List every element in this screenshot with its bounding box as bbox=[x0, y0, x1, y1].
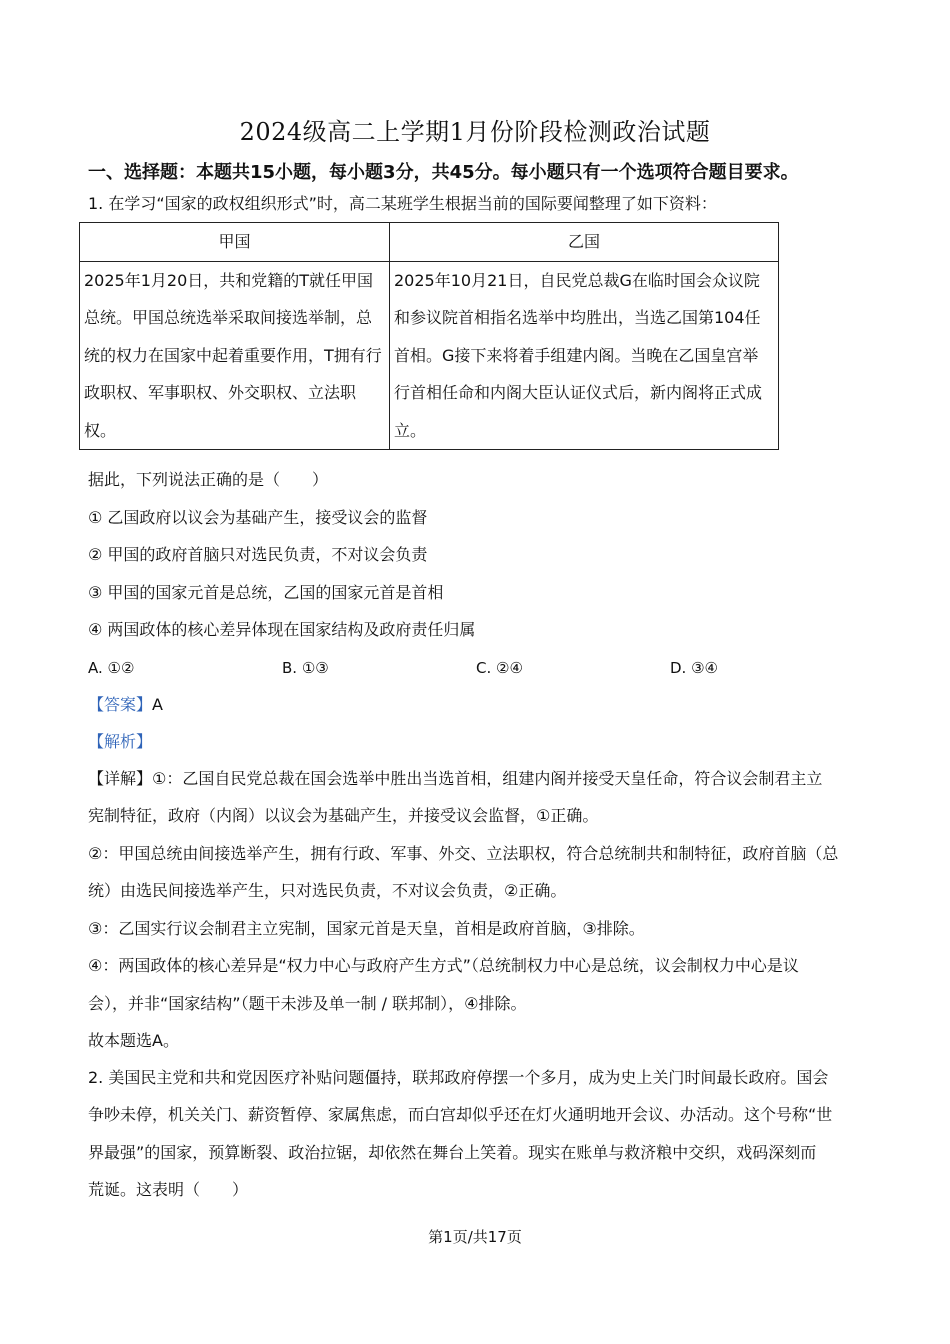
question-2-line: 2. 美国民主党和共和党因医疗补贴问题僵持，联邦政府停摆一个多月，成为史上关门时间最长政府。国会 bbox=[88, 1068, 829, 1087]
section-heading: 一、选择题：本题共15小题，每小题3分，共45分。每小题只有一个选项符合题目要求。 bbox=[88, 162, 799, 183]
table-header-country-b: 乙国 bbox=[390, 223, 779, 262]
question-2-line: 界最强”的国家，预算断裂、政治拉锯，却依然在舞台上笑着。现实在账单与救济粮中交织，戏码深刻而 bbox=[88, 1143, 817, 1162]
detail-line: ③：乙国实行议会制君主立宪制，国家元首是天皇，首相是政府首脑，③排除。 bbox=[88, 919, 645, 938]
analysis-tag: 【解析】 bbox=[88, 732, 153, 751]
page-title: 2024级高二上学期1月份阶段检测政治试题 bbox=[239, 118, 711, 146]
option-d: D. ③④ bbox=[670, 659, 718, 677]
option-c: C. ②④ bbox=[476, 659, 523, 677]
statement-2: ② 甲国的政府首脑只对选民负责，不对议会负责 bbox=[88, 545, 428, 564]
table-header-country-a: 甲国 bbox=[80, 223, 390, 262]
answer-value: A bbox=[152, 695, 163, 714]
answer-tag: 【答案】 bbox=[88, 695, 153, 714]
material-table bbox=[79, 222, 779, 450]
statement-1: ① 乙国政府以议会为基础产生，接受议会的监督 bbox=[88, 508, 428, 527]
option-b: B. ①③ bbox=[282, 659, 329, 677]
detail-line: 宪制特征，政府（内阁）以议会为基础产生，并接受议会监督，①正确。 bbox=[88, 806, 599, 825]
statement-4: ④ 两国政体的核心差异体现在国家结构及政府责任归属 bbox=[88, 620, 476, 639]
answer-line bbox=[88, 695, 163, 715]
option-a: A. ①② bbox=[88, 659, 135, 677]
table-cell-country-b: 2025年10月21日，自民党总裁G在临时国会众议院和参议院首相指名选举中均胜出，当选乙国第104任首相。G接下来将着手组建内阁。当晚在乙国皇宫举行首相任命和内阁大臣认证仪式后，新内阁将正式成立。 bbox=[390, 261, 779, 450]
detail-line: 统）由选民间接选举产生，只对选民负责，不对议会负责，②正确。 bbox=[88, 881, 567, 900]
question-2-line: 荒诞。这表明（ ） bbox=[88, 1180, 249, 1199]
detail-line: 【详解】①：乙国自民党总裁在国会选举中胜出当选首相，组建内阁并接受天皇任命，符合议会制君主立 bbox=[88, 769, 823, 788]
question-2-line: 争吵未停，机关关门、薪资暂停、家属焦虑，而白宫却似乎还在灯火通明地开会议、办活动。这个号称“世 bbox=[88, 1105, 833, 1124]
page-footer: 第1页/共17页 bbox=[428, 1228, 522, 1246]
table-cell-country-a: 2025年1月20日，共和党籍的T就任甲国总统。甲国总统选举采取间接选举制，总统的权力在国家中起着重要作用，T拥有行政职权、军事职权、外交职权、立法职权。 bbox=[80, 261, 390, 450]
detail-line: ④：两国政体的核心差异是“权力中心与政府产生方式”（总统制权力中心是总统，议会制权力中心是议 bbox=[88, 956, 799, 975]
detail-line: 会），并非“国家结构”（题干未涉及单一制 / 联邦制），④排除。 bbox=[88, 994, 527, 1013]
question-1-stem: 1. 在学习“国家的政权组织形式”时，高二某班学生根据当前的国际要闻整理了如下资料： bbox=[88, 194, 717, 213]
question-1-prompt: 据此，下列说法正确的是（ ） bbox=[88, 470, 329, 489]
detail-conclusion: 故本题选A。 bbox=[88, 1031, 179, 1050]
detail-line: ②：甲国总统由间接选举产生，拥有行政、军事、外交、立法职权，符合总统制共和制特征，政府首脑（总 bbox=[88, 844, 839, 863]
statement-3: ③ 甲国的国家元首是总统，乙国的国家元首是首相 bbox=[88, 583, 444, 602]
